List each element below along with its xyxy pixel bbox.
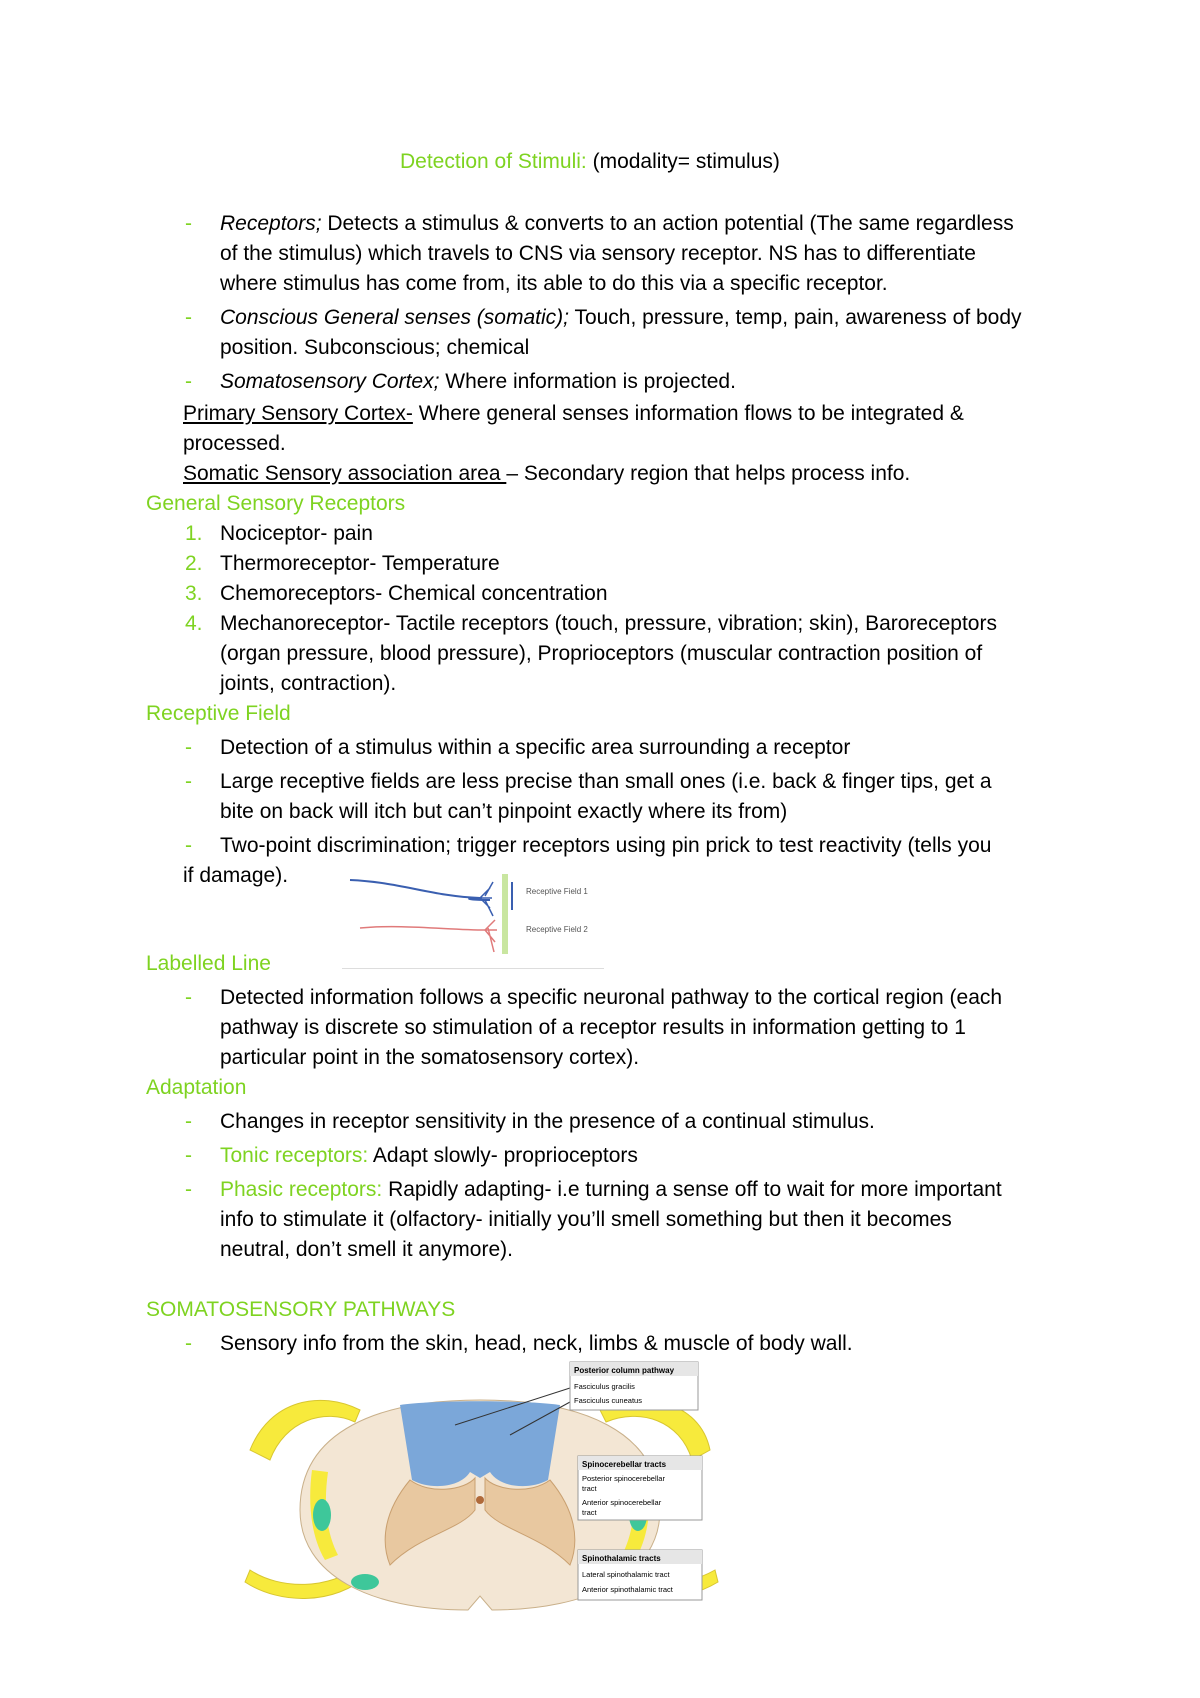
bullet-dash: - — [185, 1144, 192, 1167]
list-item: Chemoreceptors- Chemical concentration — [220, 582, 608, 605]
list-item: Phasic receptors: Rapidly adapting- i.e turning a sense off to wait for more important — [220, 1178, 1002, 1201]
heading-general-receptors: General Sensory Receptors — [146, 492, 406, 515]
list-item: Large receptive fields are less precise than small ones (i.e. back & finger tips, get a — [220, 770, 992, 793]
neuron-fiber-1 — [350, 880, 490, 900]
spinothalamic-tract-left — [351, 1574, 379, 1590]
heading-receptive-field: Receptive Field — [146, 702, 291, 725]
receptors-line-3: where stimulus has come from, its able to do this via a specific receptor. — [220, 272, 888, 295]
label-item: Lateral spinothalamic tract — [582, 1570, 670, 1579]
receptive-field-figure — [340, 868, 620, 968]
bullet-dash: - — [185, 212, 192, 235]
label-title: Posterior column pathway — [574, 1366, 675, 1375]
primary-cortex-line-2: processed. — [183, 432, 286, 455]
bullet-dash: - — [185, 736, 192, 759]
bullet-dash: - — [185, 306, 192, 329]
list-item: Detection of a stimulus within a specific area surrounding a receptor — [220, 736, 851, 759]
list-item: Thermoreceptor- Temperature — [220, 552, 500, 575]
bullet-dash: - — [185, 770, 192, 793]
central-canal — [476, 1496, 484, 1504]
bullet-dash: - — [185, 370, 192, 393]
list-item: Detected information follows a specific neuronal pathway to the cortical region (each — [220, 986, 1003, 1009]
posterior-column — [400, 1401, 560, 1486]
nerve-endings-2 — [485, 920, 497, 952]
list-item: Two-point discrimination; trigger receptors using pin prick to test reactivity (tells you — [220, 834, 992, 857]
list-item-cont: particular point in the somatosensory cortex). — [220, 1046, 640, 1069]
neuron-fiber-2 — [360, 927, 485, 930]
skin-surface — [502, 874, 508, 954]
list-number: 4. — [185, 612, 203, 635]
receptors-line-1: Receptors; Detects a stimulus & converts to an action potential (The same regardless — [220, 212, 1014, 235]
list-item: Changes in receptor sensitivity in the presence of a continual stimulus. — [220, 1110, 875, 1133]
list-item: Mechanoreceptor- Tactile receptors (touch, pressure, vibration; skin), Baroreceptors — [220, 612, 997, 635]
spinal-cord-figure — [230, 1360, 770, 1620]
list-item-cont: bite on back will itch but can’t pinpoint exactly where its from) — [220, 800, 788, 823]
bullet-dash: - — [185, 1332, 192, 1355]
spinocerebellar-tract-left — [313, 1499, 331, 1531]
list-item: Tonic receptors: Adapt slowly- proprioceptors — [220, 1144, 638, 1167]
spinocerebellar-label-box — [578, 1456, 702, 1520]
list-number: 1. — [185, 522, 203, 545]
figure-label: Receptive Field 1 — [526, 887, 588, 896]
spinothalamic-label-box — [578, 1550, 702, 1600]
heading-adaptation: Adaptation — [146, 1076, 247, 1099]
label-item: tract — [582, 1484, 597, 1493]
label-title: Spinothalamic tracts — [582, 1554, 661, 1563]
bullet-dash: - — [185, 1110, 192, 1133]
list-item-cont: info to stimulate it (olfactory- initially you’ll smell something but then it becomes — [220, 1208, 952, 1231]
label-item: Anterior spinothalamic tract — [582, 1585, 673, 1594]
posterior-column-label-box — [570, 1362, 698, 1410]
list-item: Sensory info from the skin, head, neck, limbs & muscle of body wall. — [220, 1332, 853, 1355]
primary-cortex-line-1: Primary Sensory Cortex- Where general senses information flows to be integrated & — [183, 402, 964, 425]
list-number: 3. — [185, 582, 203, 605]
list-item-cont: pathway is discrete so stimulation of a receptor results in information getting to 1 — [220, 1016, 966, 1039]
label-item: Fasciculus cuneatus — [574, 1396, 642, 1405]
label-item: Fasciculus gracilis — [574, 1382, 635, 1391]
bullet-dash: - — [185, 1178, 192, 1201]
conscious-line-2: position. Subconscious; chemical — [220, 336, 530, 359]
association-line: Somatic Sensory association area – Secondary region that helps process info. — [183, 462, 911, 485]
list-item-cont: (organ pressure, blood pressure), Proprioceptors (muscular contraction position of — [220, 642, 983, 665]
list-number: 2. — [185, 552, 203, 575]
bullet-dash: - — [185, 834, 192, 857]
figure-divider — [342, 968, 604, 969]
list-item-cont: neutral, don’t smell it anymore). — [220, 1238, 513, 1261]
cortex-line: Somatosensory Cortex; Where information is projected. — [220, 370, 736, 393]
figure-label: Receptive Field 2 — [526, 925, 588, 934]
label-item: tract — [582, 1508, 597, 1517]
label-item: Posterior spinocerebellar — [582, 1474, 665, 1483]
receptors-line-2: of the stimulus) which travels to CNS via sensory receptor. NS has to differentiate — [220, 242, 976, 265]
list-item-cont: joints, contraction). — [220, 672, 397, 695]
bullet-dash: - — [185, 986, 192, 1009]
heading-labelled-line: Labelled Line — [146, 952, 271, 975]
list-item-tail: if damage). — [183, 864, 289, 887]
heading-somatosensory-pathways: SOMATOSENSORY PATHWAYS — [146, 1298, 456, 1321]
label-title: Spinocerebellar tracts — [582, 1460, 667, 1469]
label-item: Anterior spinocerebellar — [582, 1498, 662, 1507]
page-title: Detection of Stimuli: (modality= stimulus) — [400, 150, 780, 173]
list-item: Nociceptor- pain — [220, 522, 373, 545]
conscious-line-1: Conscious General senses (somatic); Touch, pressure, temp, pain, awareness of body — [220, 306, 1022, 329]
